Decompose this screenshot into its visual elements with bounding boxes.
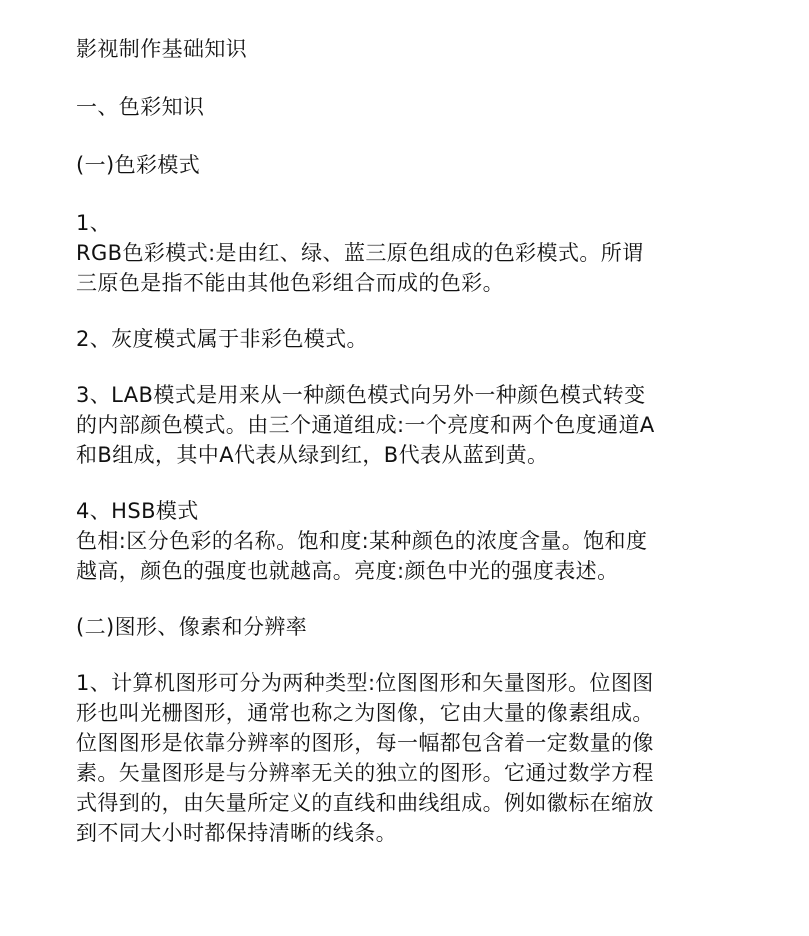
spacer (76, 642, 746, 668)
spacer (76, 586, 746, 612)
spacer (76, 354, 746, 380)
subheading-color-modes: (一)色彩模式 (76, 153, 201, 177)
section-heading-color: 一、色彩知识 (76, 95, 205, 119)
item-3-line-1: 3、LAB模式是用来从一种颜色模式向另外一种颜色模式转变 (76, 383, 646, 407)
spacer (76, 470, 746, 496)
spacer (76, 64, 746, 92)
document-title: 影视制作基础知识 (76, 37, 248, 61)
item-3-line-3: 和B组成，其中A代表从绿到红，B代表从蓝到黄。 (76, 443, 549, 467)
item-5-line-5: 式得到的，由矢量所定义的直线和曲线组成。例如徽标在缩放 (76, 791, 654, 815)
item-3-line-2: 的内部颜色模式。由三个通道组成:一个亮度和两个色度通道A (76, 413, 655, 437)
item-1-line-2: 三原色是指不能由其他色彩组合而成的色彩。 (76, 271, 504, 295)
spacer (76, 180, 746, 208)
subheading-graphics: (二)图形、像素和分辨率 (76, 615, 308, 639)
item-4-line-3: 越高，颜色的强度也就越高。亮度:颜色中光的强度表述。 (76, 559, 619, 583)
item-1-number: 1、 (76, 211, 112, 235)
item-1-line-1: RGB色彩模式:是由红、绿、蓝三原色组成的色彩模式。所谓 (76, 241, 644, 265)
item-4-line-2: 色相:区分色彩的名称。饱和度:某种颜色的浓度含量。饱和度 (76, 529, 648, 553)
item-5-line-3: 位图图形是依靠分辨率的图形，每一幅都包含着一定数量的像 (76, 731, 654, 755)
item-4-line-1: 4、HSB模式 (76, 499, 199, 523)
spacer (76, 122, 746, 150)
item-2: 2、灰度模式属于非彩色模式。 (76, 327, 368, 351)
spacer (76, 298, 746, 324)
item-5-line-2: 形也叫光栅图形，通常也称之为图像，它由大量的像素组成。 (76, 701, 654, 725)
item-5-line-6: 到不同大小时都保持清晰的线条。 (76, 821, 397, 845)
item-5-line-1: 1、计算机图形可分为两种类型:位图图形和矢量图形。位图图 (76, 671, 654, 695)
document-page (76, 34, 746, 848)
item-5-line-4: 素。矢量图形是与分辨率无关的独立的图形。它通过数学方程 (76, 761, 654, 785)
